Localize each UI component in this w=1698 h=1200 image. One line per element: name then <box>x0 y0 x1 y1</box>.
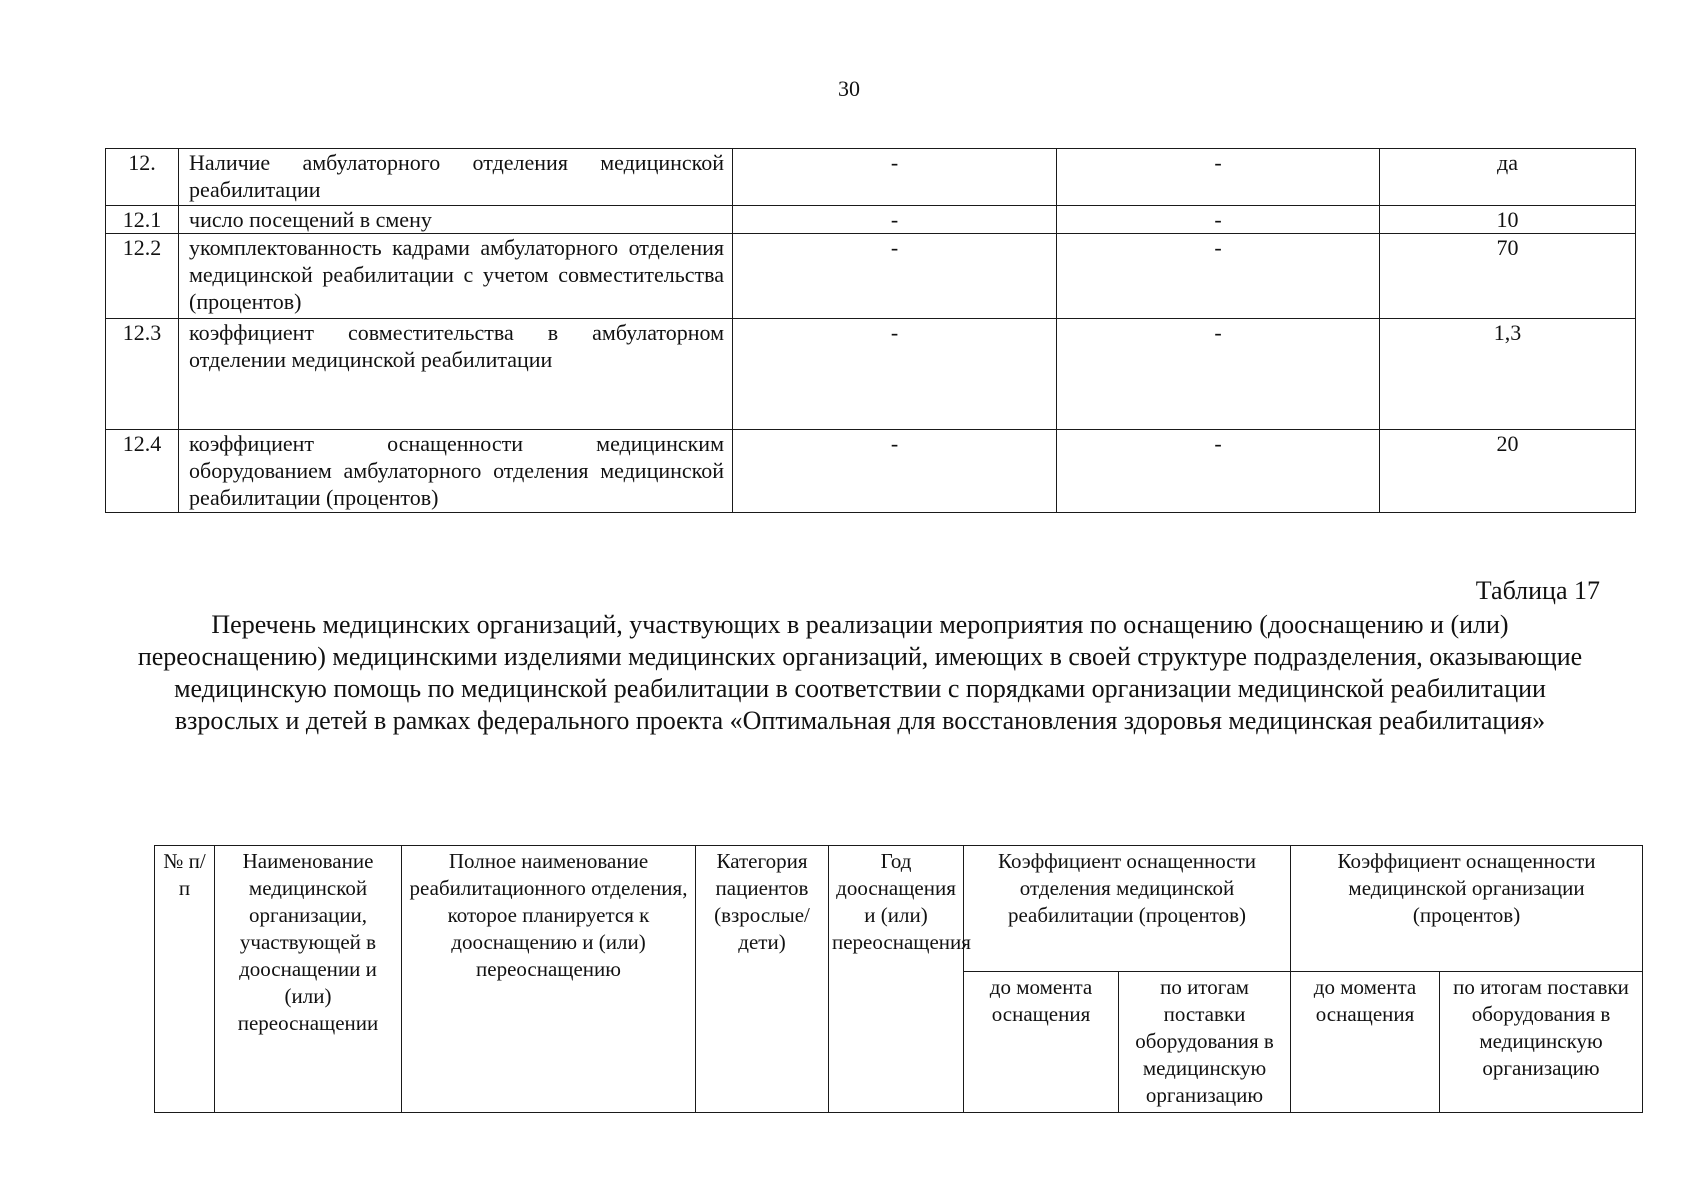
header-department: Полное наименование реабилитационного отделения, которое планируется к дооснащению и (или) переоснащению <box>402 846 696 1113</box>
header-number: № п/п <box>155 846 215 1113</box>
table-label: Таблица 17 <box>1475 576 1600 605</box>
row-value-2: - <box>1057 234 1380 319</box>
row-value-1: - <box>733 149 1057 206</box>
header-category: Категория пациентов (взрослые/ дети) <box>696 846 829 1113</box>
table-row <box>106 234 1636 319</box>
page-number: 30 <box>838 76 860 101</box>
header-department-coefficient: Коэффициент оснащенности отделения медицинской реабилитации (процентов) <box>964 846 1291 972</box>
row-value-3: да <box>1380 149 1636 206</box>
table-row <box>106 319 1636 430</box>
row-value-2: - <box>1057 319 1380 430</box>
row-value-3: 10 <box>1380 206 1636 234</box>
row-value-3: 70 <box>1380 234 1636 319</box>
header-dept-before: до момента оснащения <box>964 972 1119 1113</box>
table-title: Перечень медицинских организаций, участвующих в реализации мероприятия по оснащению (дооснащению и (или) переоснащению) медицинскими изделиями медицинских организаций, имеющих в своей структуре подразделения, оказывающие медицинскую помощь по медицинской реабилитации в соответствии с порядками организации медицинской реабилитации взрослых и детей в рамках федерального проекта «Оптимальная для восстановления здоровья медицинская реабилитация» <box>137 610 1583 735</box>
row-value-1: - <box>733 206 1057 234</box>
header-organization: Наименование медицинской организации, участвующей в дооснащении и (или) переоснащении <box>215 846 402 1113</box>
row-value-2: - <box>1057 149 1380 206</box>
header-org-after: по итогам поставки оборудования в медицинскую организацию <box>1440 972 1643 1113</box>
row-description: коэффициент совместительства в амбулаторном отделении медицинской реабилитации <box>179 319 733 430</box>
header-year: Год дооснащения и (или) переоснащения <box>829 846 964 1113</box>
row-description: число посещений в смену <box>179 206 733 234</box>
row-number: 12.4 <box>106 430 179 513</box>
header-org-before: до момента оснащения <box>1291 972 1440 1113</box>
row-description: коэффициент оснащенности медицинским оборудованием амбулаторного отделения медицинской реабилитации (процентов) <box>179 430 733 513</box>
row-number: 12. <box>106 149 179 206</box>
header-dept-after: по итогам поставки оборудования в медицинскую организацию <box>1119 972 1291 1113</box>
row-description: Наличие амбулаторного отделения медицинской реабилитации <box>179 149 733 206</box>
row-value-3: 20 <box>1380 430 1636 513</box>
table-row <box>106 149 1636 206</box>
row-number: 12.2 <box>106 234 179 319</box>
row-number: 12.1 <box>106 206 179 234</box>
indicators-table <box>105 148 1636 513</box>
row-number: 12.3 <box>106 319 179 430</box>
row-description: укомплектованность кадрами амбулаторного отделения медицинской реабилитации с учетом совместительства (процентов) <box>179 234 733 319</box>
row-value-2: - <box>1057 206 1380 234</box>
organizations-table <box>154 845 1643 1113</box>
table-row <box>106 430 1636 513</box>
table-row <box>106 206 1636 234</box>
header-organization-coefficient: Коэффициент оснащенности медицинской организации (процентов) <box>1291 846 1643 972</box>
row-value-1: - <box>733 319 1057 430</box>
row-value-1: - <box>733 234 1057 319</box>
row-value-3: 1,3 <box>1380 319 1636 430</box>
row-value-2: - <box>1057 430 1380 513</box>
row-value-1: - <box>733 430 1057 513</box>
